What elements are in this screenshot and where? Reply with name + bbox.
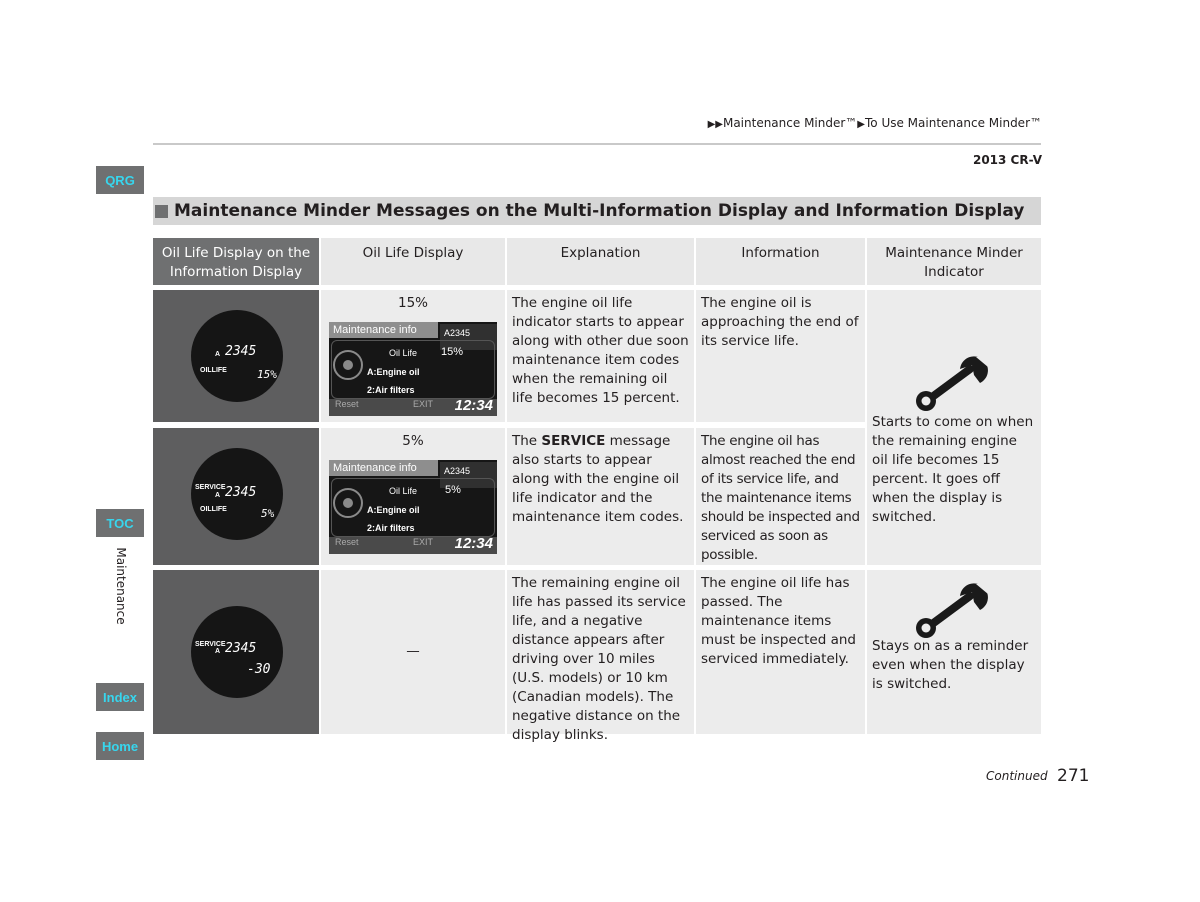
dial-odometer: 2345: [225, 344, 257, 359]
triangle-right-icon: ▶: [857, 119, 865, 130]
dial-service-label: SERVICE: [195, 484, 226, 491]
breadcrumb-link-2[interactable]: To Use Maintenance Minder™: [865, 116, 1042, 130]
screen-item-1: A:Engine oil: [367, 367, 420, 377]
indicator-text: Stays on as a reminder even when the display is switched.: [872, 638, 1029, 692]
screen-oil-value: 5%: [445, 484, 461, 496]
square-bullet-icon: [155, 205, 168, 218]
section-title-text: Maintenance Minder Messages on the Multi-Information Display and Information Display: [174, 201, 1025, 221]
oil-life-dial: [191, 448, 283, 540]
indicator-row-3: [867, 570, 1041, 734]
info-display-image-row-3: [153, 570, 319, 734]
screen-item-1: A:Engine oil: [367, 505, 420, 515]
oil-life-dial: [191, 606, 283, 698]
information-row-2: The engine oil has almost reached the end of its service life, and the maintenance items should be inspected and serviced as soon as possible.: [696, 428, 865, 565]
column-header-indicator: [867, 238, 1041, 285]
screen-exit: EXIT: [413, 537, 434, 547]
breadcrumb-link-1[interactable]: Maintenance Minder™: [722, 116, 858, 130]
info-display-image-row-1: [153, 290, 319, 422]
indicator-text: Starts to come on when the remaining engine oil life becomes 15 percent. It goes off when the display is switched.: [872, 414, 1034, 525]
knob-icon: [333, 488, 363, 518]
section-title: [153, 197, 1041, 225]
screen-title: Maintenance info: [329, 322, 438, 338]
multi-info-screen: [329, 460, 497, 554]
page-number: 271: [1057, 766, 1090, 786]
dial-odometer: 2345: [225, 485, 257, 500]
explanation-text: message also starts to appear along with the engine oil life indicator and the maintenance item codes.: [512, 433, 684, 525]
dial-distance-value: -30: [247, 662, 271, 677]
oil-life-display-row-2: [321, 428, 505, 565]
indicator-rows-1-2: [867, 290, 1041, 565]
toc-button[interactable]: TOC: [96, 509, 144, 537]
column-header-label: Explanation: [560, 245, 641, 261]
column-header-information: [696, 238, 865, 285]
screen-reset: Reset: [335, 537, 359, 547]
screen-oil-label: Oil Life: [389, 486, 418, 496]
dial-a-mark: A: [215, 351, 221, 358]
wrench-icon: [914, 580, 994, 640]
section-side-label: Maintenance: [114, 547, 128, 625]
explanation-row-3: The remaining engine oil life has passed its service life, and a negative distance appears after driving over 10 miles (U.S. models) or 10 km (Canadian models). The negative distance on the display blinks.: [507, 570, 694, 734]
oil-life-display-row-3: —: [321, 570, 505, 734]
info-display-image-row-2: [153, 428, 319, 565]
triangle-right-icon: ▶▶: [707, 119, 723, 130]
screen-reset: Reset: [335, 399, 359, 409]
information-row-1: The engine oil is approaching the end of its service life.: [696, 290, 865, 422]
dial-odometer: 2345: [225, 641, 257, 656]
index-button[interactable]: Index: [96, 683, 144, 711]
screen-item-2: 2:Air filters: [367, 385, 415, 395]
screen-odometer: A2345: [440, 324, 497, 350]
dial-a-mark: A: [215, 648, 221, 655]
qrg-button[interactable]: QRG: [96, 166, 144, 194]
explanation-row-2: [507, 428, 694, 565]
column-header-oil-life: [321, 238, 505, 285]
wrench-icon: [914, 353, 994, 413]
information-row-3: The engine oil life has passed. The maintenance items must be inspected and serviced immediately.: [696, 570, 865, 734]
explanation-row-1: The engine oil life indicator starts to appear along with other due soon maintenance item codes when the remaining oil life becomes 15 percent.: [507, 290, 694, 422]
breadcrumb: [708, 116, 1042, 130]
screen-item-2: 2:Air filters: [367, 523, 415, 533]
column-header-label: Oil Life Display: [362, 245, 464, 261]
screen-odometer: A2345: [440, 462, 497, 488]
oil-life-percent: 5%: [402, 433, 424, 449]
service-keyword: SERVICE: [541, 433, 606, 449]
model-label: 2013 CR-V: [972, 153, 1042, 167]
knob-icon: [333, 350, 363, 380]
column-header-label: Information: [741, 245, 820, 261]
oil-life-display-row-1: [321, 290, 505, 422]
screen-oil-label: Oil Life: [389, 348, 418, 358]
continued-label: Continued: [986, 769, 1048, 783]
oil-life-dial: [191, 310, 283, 402]
column-header-explanation: [507, 238, 694, 285]
multi-info-screen: [329, 322, 497, 416]
screen-oil-value: 15%: [441, 346, 464, 358]
dial-service-label: SERVICE: [195, 641, 226, 648]
header-divider: [153, 143, 1041, 145]
home-button[interactable]: Home: [96, 732, 144, 760]
screen-clock: 12:34: [454, 397, 493, 414]
dial-a-mark: A: [215, 492, 221, 499]
explanation-text: The: [512, 433, 542, 449]
dial-oil-life-label: OILLIFE: [200, 367, 227, 374]
screen-clock: 12:34: [454, 535, 493, 552]
dial-oil-life-value: 5%: [261, 507, 275, 520]
column-header-info-display: [153, 238, 319, 285]
screen-title: Maintenance info: [329, 460, 438, 476]
screen-exit: EXIT: [413, 399, 434, 409]
oil-life-percent: 15%: [397, 295, 428, 311]
dial-oil-life-label: OILLIFE: [200, 506, 227, 513]
column-header-label: Oil Life Display on the Information Display: [161, 245, 311, 280]
column-header-label: Maintenance Minder Indicator: [885, 245, 1023, 280]
dial-oil-life-value: 15%: [257, 368, 277, 381]
